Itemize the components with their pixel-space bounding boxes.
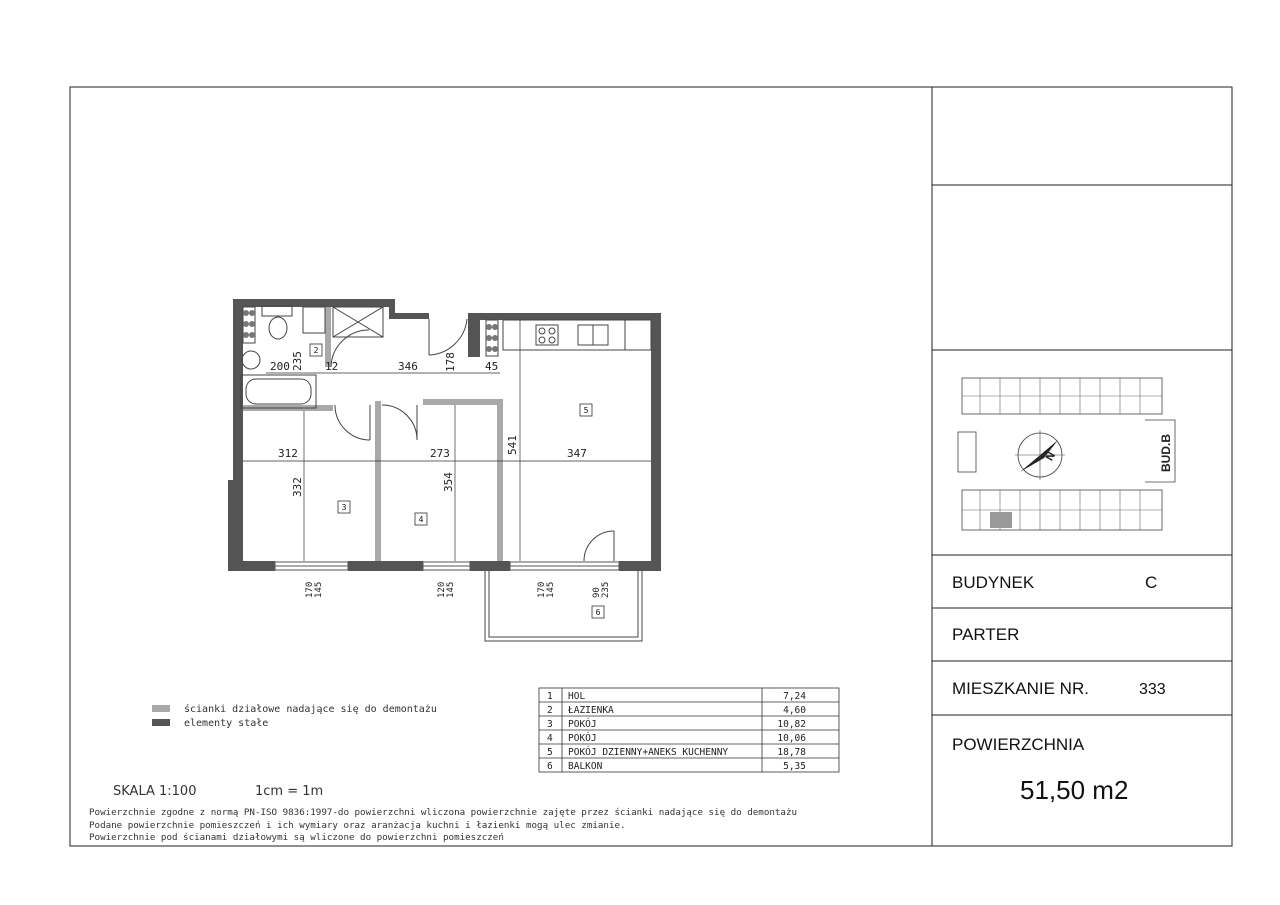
room-table-area: 5,35	[783, 761, 806, 772]
legend-swatch-fixed	[152, 719, 170, 726]
room-table-number: 3	[547, 719, 553, 730]
room-table	[539, 688, 839, 772]
dim-354: 354	[442, 472, 455, 492]
area-label: POWIERZCHNIA	[952, 735, 1085, 754]
room-table-number: 2	[547, 705, 553, 716]
info-panel	[952, 573, 1166, 754]
room-table-number: 1	[547, 691, 553, 702]
room-tag-3: 3	[341, 503, 347, 512]
win-dim-4a: 90	[592, 587, 602, 598]
room-table-area: 7,24	[783, 691, 806, 702]
win-dim-3b: 145	[546, 581, 556, 598]
scale-ratio: 1cm = 1m	[255, 784, 324, 799]
dim-273: 273	[430, 447, 450, 460]
win-dim-2a: 120	[437, 581, 447, 598]
site-building-label: BUD.B	[1159, 434, 1173, 472]
dim-541: 541	[506, 435, 519, 455]
room-table-name: POKÓJ	[568, 733, 597, 744]
win-dim-2b: 145	[446, 581, 456, 598]
room-tag-4: 4	[418, 515, 424, 524]
legend-fixed: elementy stałe	[184, 718, 269, 729]
dim-178: 178	[444, 352, 457, 372]
room-tag-2: 2	[313, 346, 319, 355]
floor-label: PARTER	[952, 625, 1020, 644]
legend-removable: ścianki działowe nadające się do demontażu	[184, 704, 437, 715]
room-table-name: POKÓJ	[568, 719, 597, 730]
room-table-number: 5	[547, 747, 553, 758]
room-table-number: 4	[547, 733, 553, 744]
room-table-area: 18,78	[777, 747, 806, 758]
room-tag-5: 5	[583, 406, 589, 415]
compass-icon	[1015, 430, 1065, 480]
dim-332: 332	[291, 477, 304, 497]
room-table-area: 4,60	[783, 705, 806, 716]
apartment-label: MIESZKANIE NR.	[952, 679, 1089, 698]
legend-swatch-removable	[152, 705, 170, 712]
dim-235: 235	[291, 351, 304, 371]
building-label: BUDYNEK	[952, 573, 1035, 592]
room-table-area: 10,82	[777, 719, 806, 730]
win-dim-1b: 145	[314, 581, 324, 598]
dim-347: 347	[567, 447, 587, 460]
dim-312: 312	[278, 447, 298, 460]
dim-200: 200	[270, 360, 290, 373]
dim-45: 45	[485, 360, 499, 373]
room-table-number: 6	[547, 761, 553, 772]
dim-12: 12	[325, 360, 339, 373]
room-table-name: BALKON	[568, 761, 603, 772]
apartment-number: 333	[1139, 681, 1166, 698]
building-value: C	[1145, 573, 1158, 592]
compass-north-label: N	[1043, 450, 1059, 463]
note-2: Podane powierzchnie pomieszczeń i ich wymiary oraz aranżacja kuchni i łazienki mogą ulec zmianie.	[89, 820, 626, 831]
room-table-name: ŁAZIENKA	[568, 705, 614, 716]
note-3: Powierzchnie pod ścianami działowymi są wliczone do powierzchni pomieszczeń	[89, 832, 504, 843]
win-dim-1a: 170	[305, 581, 315, 598]
win-dim-3a: 170	[537, 581, 547, 598]
room-table-area: 10,06	[777, 733, 806, 744]
note-1: Powierzchnie zgodne z normą PN-ISO 9836:1997-do powierzchni wliczona powierzchnie zajęte przez ścianki nadające się do demontażu	[89, 807, 798, 818]
scale-label: SKALA 1:100	[113, 784, 197, 799]
dim-346: 346	[398, 360, 418, 373]
apartment-highlight	[990, 512, 1012, 528]
area-value: 51,50 m2	[1020, 775, 1129, 805]
floor-plan	[228, 299, 661, 641]
site-plan	[958, 378, 1175, 530]
legend	[152, 703, 437, 729]
room-table-name: HOL	[568, 691, 586, 702]
room-table-name: POKÓJ DZIENNY+ANEKS KUCHENNY	[568, 747, 729, 758]
win-dim-4b: 235	[601, 581, 611, 598]
room-tag-6: 6	[595, 608, 601, 617]
